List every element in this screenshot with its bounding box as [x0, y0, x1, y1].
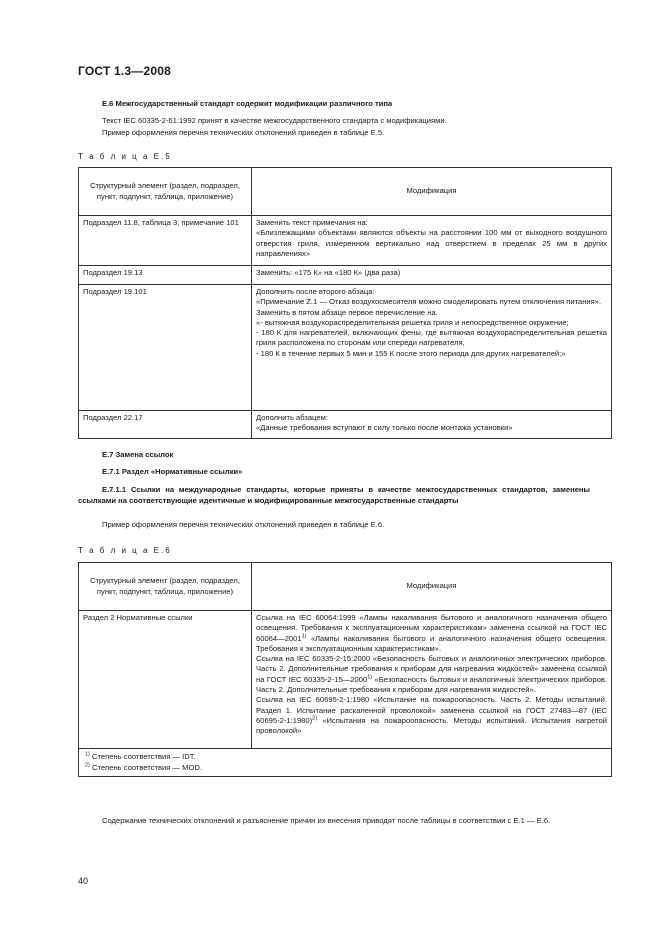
section-e7-heading: Е.7 Замена ссылок [102, 450, 174, 459]
cell-text: Ссылка на IEC 60695-2-1:1980 «Испытание на пожароопасность. Часть 2. Методы испытаний. Раздел 1. Испытание раскаленной проволокой» заменена ссылкой на ГОСТ 27483—87 (IEC 60695-2-1:1980) [256, 695, 607, 725]
footnote-text: Степень соответствия — MOD. [92, 763, 202, 772]
section-e6-paragraph: Текст IEC 60335-2-61:1992 принят в качестве межгосударственного стандарта с модификациями. [102, 116, 447, 125]
cell-text: «Лампы накаливания бытового и аналогичного назначения общего освещения. Требования к эксплуатационным характеристикам». [256, 633, 607, 653]
cell-line: «Примечание Z.1 — Отказ воздухосмесителя можно смоделировать путем отключения питания». [256, 297, 602, 307]
document-header: ГОСТ 1.3—2008 [78, 64, 171, 78]
table-row [79, 611, 612, 749]
cell-text: «Испытания на пожароопасность. Методы испытаний. Испытания нагретой проволокой» [256, 715, 607, 736]
footnote-mark: 2) [85, 762, 90, 769]
closing-paragraph: Содержание технических отклонений и разъяснение причин их внесения приводят после таблицы в соответствии с Е.1 — Е.6. [102, 816, 551, 825]
cell-line: «Данные требования вступают в силу только после монтажа установки» [256, 423, 513, 433]
footnote [85, 762, 607, 773]
table-e6 [78, 562, 612, 777]
section-e71-heading: Е.7.1 Раздел «Нормативные ссылки» [102, 467, 243, 476]
table-e6-caption: Т а б л и ц а Е.6 [78, 546, 172, 555]
table-header-cell: Модификация [252, 168, 612, 216]
cell-line: - 180 К для нагревателей, включающих фены, где вытяжная воздухораспределительная решетка гриля расположена по сторонам или спереди нагревателя, [256, 328, 607, 348]
table-cell-modification [252, 411, 612, 439]
footnote-ref: 2) [312, 715, 318, 722]
cell-line: Дополнить после второго абзаца: [256, 287, 375, 296]
table-header-cell: Структурный элемент (раздел, подраздел, пункт, подпункт, таблица, приложение) [79, 563, 252, 611]
table-cell-element: Раздел 2 Нормативные ссылки [79, 611, 252, 749]
cell-line: «- вытяжная воздухораспределительная решетка гриля и непосредственное окружение; [256, 317, 569, 327]
table-cell-element: Подраздел 19.13 [79, 266, 252, 285]
table-cell-element: Подраздел 22.17 [79, 411, 252, 439]
table-footnote-row [79, 749, 612, 777]
cell-line: Заменить: «175 К» на «180 К» (два раза) [256, 268, 401, 277]
cell-paragraph [256, 613, 607, 654]
section-e711-paragraph: Е.7.1.1 Ссылки на международные стандарты, которые приняты в качестве межгосударственных стандартов, заменены ссылками на соответствующие идентичные и модифицированные межгосударственные стандарты [78, 485, 590, 505]
cell-paragraph [256, 695, 607, 736]
table-row [79, 266, 612, 285]
cell-line: Заменить текст примечания на: [256, 218, 368, 227]
cell-line: Дополнить абзацем: [256, 413, 328, 422]
section-e7-paragraph: Пример оформления перечня технических отклонений приведен в таблице Е.6. [102, 520, 385, 529]
footnote-text: Степень соответствия — IDT. [92, 752, 196, 761]
footnote [85, 751, 607, 762]
table-row [79, 285, 612, 411]
table-row [79, 216, 612, 266]
footnote-ref: 1) [367, 674, 373, 681]
table-cell-modification [252, 216, 612, 266]
section-e6-heading: Е.6 Межгосударственный стандарт содержит модификации различного типа [102, 99, 393, 108]
cell-line: - 180 К в течение первых 5 мин и 155 К после этого периода для других нагревателей;» [256, 348, 566, 358]
table-cell-element: Подраздел 11.8, таблица 3, примечание 101 [79, 216, 252, 266]
table-header-cell: Модификация [252, 563, 612, 611]
cell-line: Заменить в пятом абзаце первое перечисление на. [256, 307, 438, 317]
cell-line: «Близлежащими объектами являются объекты на расстоянии 100 мм от выходного воздушного отверстия гриля, измеренном вертикально над отверстием в пределах 25 мм в других направлениях» [256, 228, 607, 258]
table-header-cell: Структурный элемент (раздел, подраздел, пункт, подпункт, таблица, приложение) [79, 168, 252, 216]
table-e5 [78, 167, 612, 439]
table-row [79, 411, 612, 439]
table-cell-element: Подраздел 19.101 [79, 285, 252, 411]
footnote-ref: 1) [301, 633, 307, 640]
footnote-mark: 1) [85, 751, 90, 758]
section-e6-paragraph: Пример оформления перечня технических отклонений приведен в таблице Е.5. [102, 128, 385, 137]
table-e5-caption: Т а б л и ц а Е.5 [78, 152, 172, 161]
page-number: 40 [78, 876, 89, 886]
table-cell-modification [252, 285, 612, 411]
table-cell-modification [252, 611, 612, 749]
cell-paragraph [256, 654, 607, 695]
cell-text: Ссылка на IEC 60335-2-15:2000 «Безопасность бытовых и аналогичных электрических приборов. Часть 2. Дополнительные требования к приборам для нагревания жидкостей» заменена ссылкой на ГОСТ IEC 60335-2-15—2000 [256, 654, 607, 684]
cell-text: «Безопасность бытовых и аналогичных электрических приборов. Часть 2. Дополнительные требования к приборам для нагревания жидкостей». [256, 674, 607, 695]
table-header-row [79, 168, 612, 216]
cell-text: Ссылка на IEC 60064:1999 «Лампы накаливания бытового и аналогичного назначения общего освещения. Требования к эксплуатационным характеристикам» заменена ссылкой на ГОСТ IEC 60064—2001 [256, 613, 607, 643]
table-header-row [79, 563, 612, 611]
table-cell-modification [252, 266, 612, 285]
table-footnotes [79, 749, 612, 777]
